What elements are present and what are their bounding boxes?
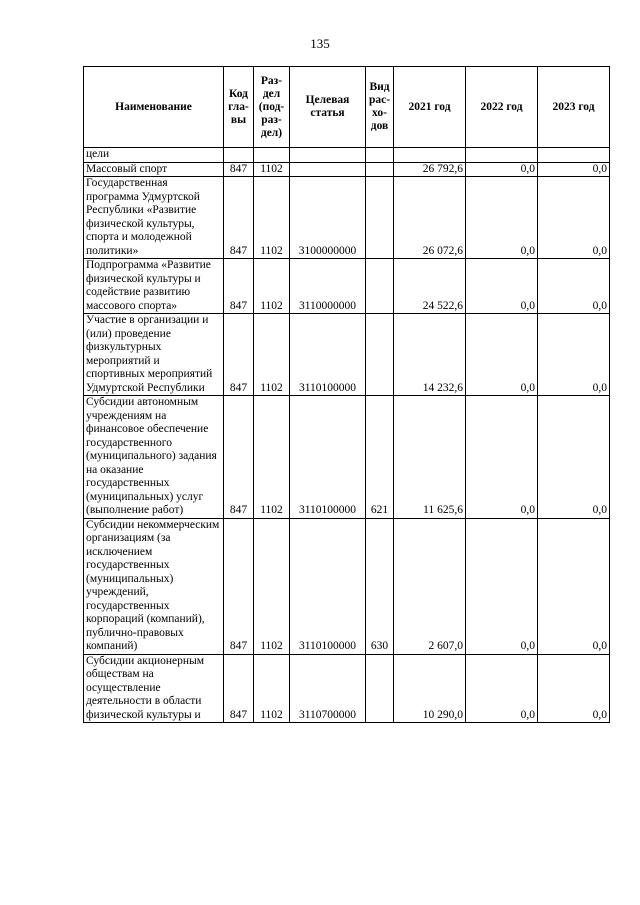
row-vid	[366, 177, 394, 259]
row-celev: 3100000000	[290, 177, 366, 259]
table-row	[84, 162, 610, 177]
header-kod: Код гла- вы	[224, 67, 254, 148]
row-kod: 847	[224, 162, 254, 177]
row-kod: 847	[224, 654, 254, 723]
row-2023: 0,0	[538, 177, 610, 259]
row-name: цели	[84, 148, 224, 163]
row-2022	[466, 148, 538, 163]
row-2023: 0,0	[538, 314, 610, 396]
table-header-row	[84, 67, 610, 148]
header-2022: 2022 год	[466, 67, 538, 148]
header-2023: 2023 год	[538, 67, 610, 148]
row-name: Участие в организации и (или) проведение физкультурных мероприятий и спортивных мероприятий Удмуртской Республики	[84, 314, 224, 396]
row-kod: 847	[224, 518, 254, 654]
row-2022: 0,0	[466, 396, 538, 519]
row-2021: 10 290,0	[394, 654, 466, 723]
header-2021: 2021 год	[394, 67, 466, 148]
row-vid	[366, 162, 394, 177]
header-vid: Вид рас- хо- дов	[366, 67, 394, 148]
row-celev	[290, 162, 366, 177]
table-row	[84, 148, 610, 163]
row-celev: 3110100000	[290, 518, 366, 654]
row-name: Государственная программа Удмуртской Республики «Развитие физической культуры, спорта и молодежной политики»	[84, 177, 224, 259]
row-2022: 0,0	[466, 518, 538, 654]
row-razdel: 1102	[254, 259, 290, 314]
row-2023: 0,0	[538, 259, 610, 314]
row-celev: 3110700000	[290, 654, 366, 723]
row-2022: 0,0	[466, 259, 538, 314]
table-row	[84, 314, 610, 396]
table-row	[84, 177, 610, 259]
table-row	[84, 654, 610, 723]
row-2023: 0,0	[538, 654, 610, 723]
row-celev: 3110000000	[290, 259, 366, 314]
row-vid	[366, 654, 394, 723]
budget-table	[83, 66, 610, 723]
row-2023: 0,0	[538, 518, 610, 654]
row-razdel: 1102	[254, 396, 290, 519]
row-2023: 0,0	[538, 162, 610, 177]
row-celev: 3110100000	[290, 396, 366, 519]
row-2022: 0,0	[466, 162, 538, 177]
row-kod: 847	[224, 259, 254, 314]
row-2021: 26 072,6	[394, 177, 466, 259]
row-celev: 3110100000	[290, 314, 366, 396]
row-kod: 847	[224, 177, 254, 259]
row-2021: 24 522,6	[394, 259, 466, 314]
header-razdel: Раз- дел (под- раз- дел)	[254, 67, 290, 148]
row-kod	[224, 148, 254, 163]
row-razdel: 1102	[254, 177, 290, 259]
row-celev	[290, 148, 366, 163]
row-2023: 0,0	[538, 396, 610, 519]
row-vid: 630	[366, 518, 394, 654]
header-celev: Целевая статья	[290, 67, 366, 148]
row-2021: 26 792,6	[394, 162, 466, 177]
row-kod: 847	[224, 396, 254, 519]
row-name: Субсидии некоммерческим организациям (за исключением государственных (муниципальных) учреждений, государственных корпораций (компаний), публично-правовых компаний)	[84, 518, 224, 654]
header-name: Наименование	[84, 67, 224, 148]
row-razdel: 1102	[254, 162, 290, 177]
row-razdel: 1102	[254, 518, 290, 654]
row-2021: 2 607,0	[394, 518, 466, 654]
table-row	[84, 518, 610, 654]
row-razdel: 1102	[254, 654, 290, 723]
table-row	[84, 259, 610, 314]
row-2022: 0,0	[466, 177, 538, 259]
row-2021: 14 232,6	[394, 314, 466, 396]
row-name: Субсидии акционерным обществам на осуществление деятельности в области физической культуры и	[84, 654, 224, 723]
row-2022: 0,0	[466, 314, 538, 396]
page-number: 135	[310, 36, 330, 51]
row-name: Подпрограмма «Развитие физической культуры и содействие развитию массового спорта»	[84, 259, 224, 314]
row-kod: 847	[224, 314, 254, 396]
row-vid	[366, 314, 394, 396]
row-2022: 0,0	[466, 654, 538, 723]
row-2023	[538, 148, 610, 163]
row-name: Субсидии автономным учреждениям на финансовое обеспечение государственного (муниципального) задания на оказание государственных (муниципальных) услуг (выполнение работ)	[84, 396, 224, 519]
row-name: Массовый спорт	[84, 162, 224, 177]
row-vid: 621	[366, 396, 394, 519]
row-vid	[366, 259, 394, 314]
row-razdel: 1102	[254, 314, 290, 396]
row-2021	[394, 148, 466, 163]
table-row	[84, 396, 610, 519]
row-razdel	[254, 148, 290, 163]
row-vid	[366, 148, 394, 163]
row-2021: 11 625,6	[394, 396, 466, 519]
